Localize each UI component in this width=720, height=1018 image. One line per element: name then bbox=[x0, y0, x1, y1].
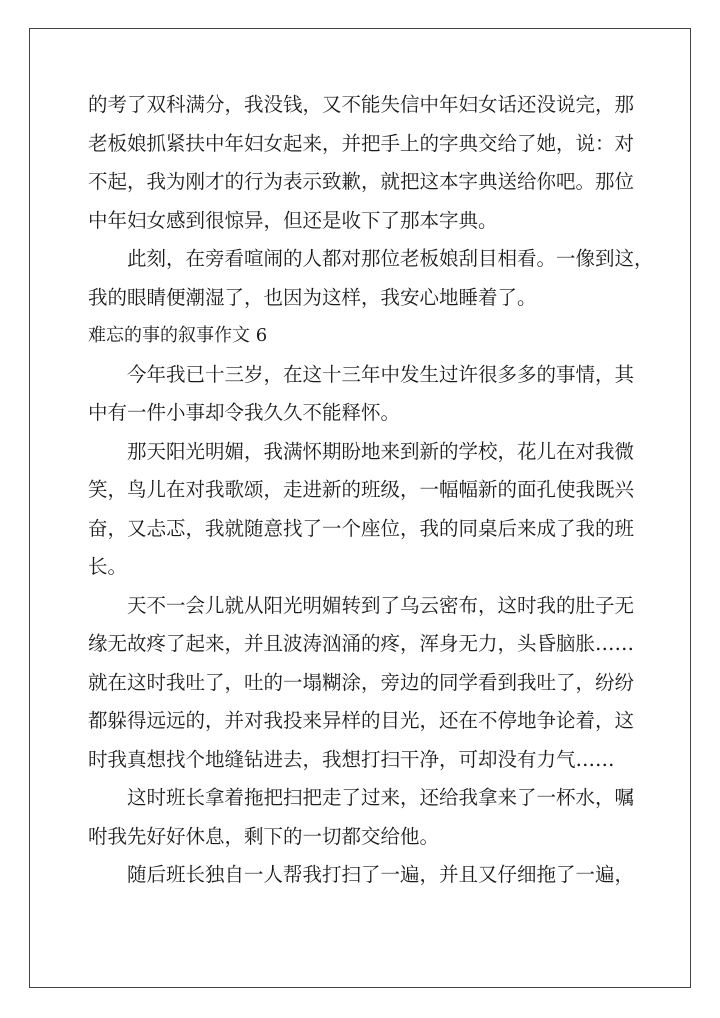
document-body bbox=[88, 86, 654, 895]
text-line: 那天阳光明媚，我满怀期盼地来到新的学校，花儿在对我微 bbox=[127, 439, 635, 463]
text-line: 中年妇女感到很惊异，但还是收下了那本字典。 bbox=[88, 208, 498, 232]
paragraph bbox=[88, 587, 634, 780]
text-line: 就在这时我吐了，吐的一塌糊涂，旁边的同学看到我吐了，纷纷 bbox=[88, 670, 635, 694]
text-line: 中有一件小事却令我久久不能释怀。 bbox=[88, 401, 401, 424]
text-line: 的考了双科满分，我没钱，又不能失信中年妇女话还没说完，那 bbox=[88, 93, 635, 116]
text-line: 长。 bbox=[88, 555, 128, 578]
text-line: 时我真想找个地缝钻进去，我想打扫干净，可却没有力气…… bbox=[88, 747, 615, 771]
text-line: 我的眼睛便潮湿了，也因为这样，我安心地睡着了。 bbox=[88, 285, 537, 309]
text-line: 奋，又忐忑，我就随意找了一个座位，我的同桌后来成了我的班 bbox=[88, 516, 635, 540]
paragraph bbox=[88, 433, 634, 587]
paragraph bbox=[88, 779, 634, 856]
text-line: 随后班长独自一人帮我打扫了一遍，并且又仔细拖了一遍， bbox=[127, 863, 635, 886]
text-line: 此刻，在旁看喧闹的人都对那位老板娘刮目相看。一像到这， bbox=[127, 247, 654, 270]
paragraph bbox=[88, 240, 654, 317]
text-line: 笑，鸟儿在对我歌颂，走进新的班级，一幅幅新的面孔使我既兴 bbox=[88, 478, 635, 501]
section-heading bbox=[88, 317, 634, 356]
paragraph bbox=[88, 856, 634, 895]
heading-text: 难忘的事的叙事作文 6 bbox=[88, 325, 268, 346]
text-line: 今年我已十三岁，在这十三年中发生过许很多多的事情，其 bbox=[127, 362, 635, 386]
text-line: 这时班长拿着拖把扫把走了过来，还给我拿来了一杯水，嘱 bbox=[127, 786, 635, 809]
paragraph bbox=[88, 86, 634, 240]
text-line: 老板娘抓紧扶中年妇女起来，并把手上的字典交给了她，说：对 bbox=[88, 131, 635, 155]
text-line: 缘无故疼了起来，并且波涛汹涌的疼，浑身无力，头昏脑胀…… bbox=[88, 632, 635, 655]
text-line: 不起，我为刚才的行为表示致歉，就把这本字典送给你吧。那位 bbox=[88, 170, 635, 193]
text-line: 天不一会儿就从阳光明媚转到了乌云密布，这时我的肚子无 bbox=[127, 593, 635, 617]
text-line: 都躲得远远的，并对我投来异样的目光，还在不停地争论着，这 bbox=[88, 709, 635, 732]
text-line: 咐我先好好休息，剩下的一切都交给他。 bbox=[88, 824, 440, 848]
paragraph bbox=[88, 356, 634, 433]
